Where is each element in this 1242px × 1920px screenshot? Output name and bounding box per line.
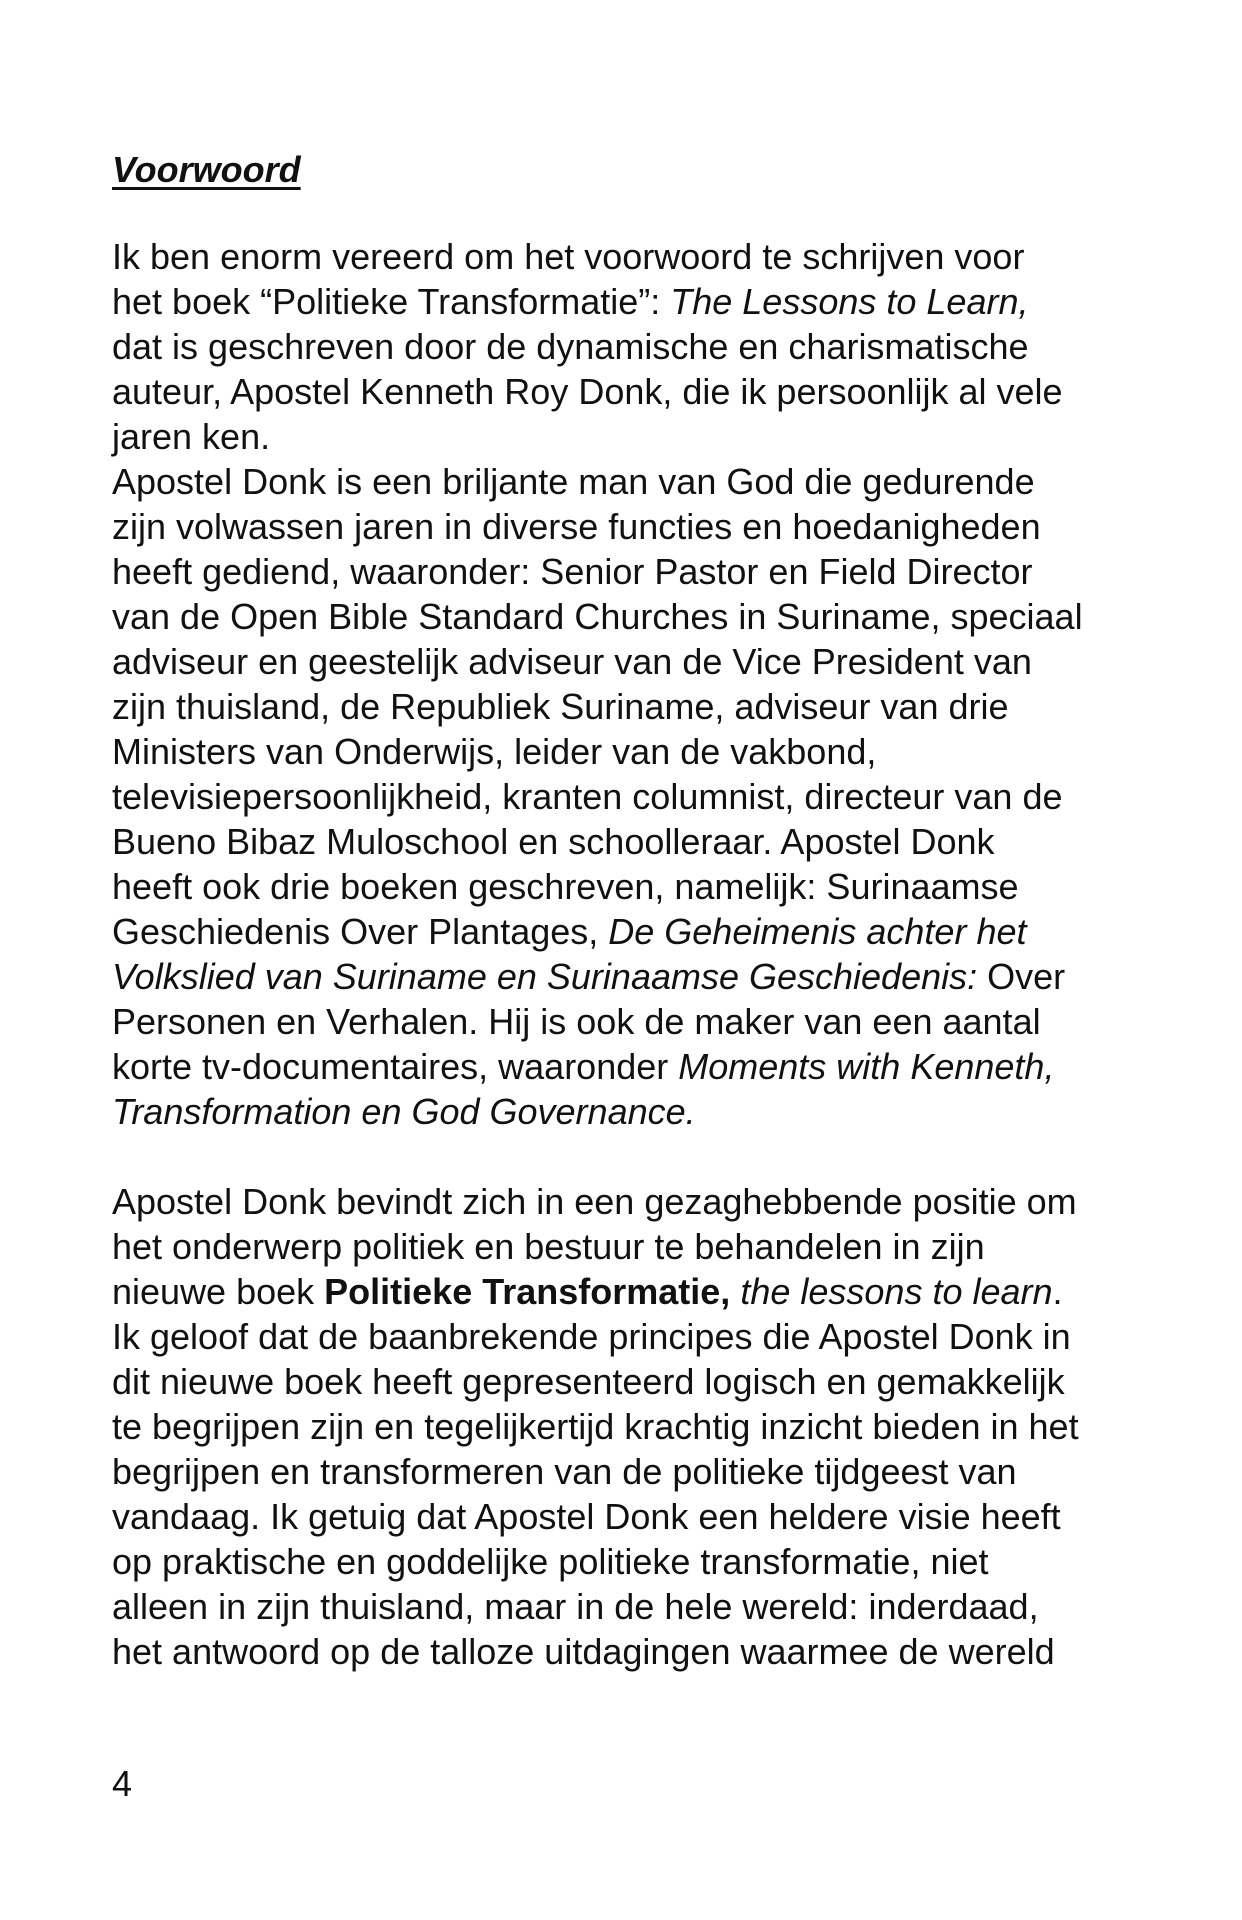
text-segment: nieuwe boek — [112, 1271, 325, 1312]
text-line — [112, 909, 1132, 954]
text-line — [112, 549, 1132, 594]
text-segment: Bueno Bibaz Muloschool en schoolleraar. Apostel Donk — [112, 821, 995, 862]
text-segment: jaren ken. — [112, 416, 271, 457]
text-segment: zijn volwassen jaren in diverse functies en hoedanigheden — [112, 506, 1041, 547]
bold-text: Politieke Transformatie, — [324, 1271, 731, 1312]
text-segment: het boek “Politieke Transformatie”: — [112, 281, 671, 322]
italic-text: The Lessons to Learn, — [670, 281, 1029, 322]
text-segment: te begrijpen zijn en tegelijkertijd krachtig inzicht bieden in het — [112, 1406, 1079, 1447]
text-segment: Ik geloof dat de baanbrekende principes die Apostel Donk in — [112, 1316, 1071, 1357]
text-segment: televisiepersoonlijkheid, kranten columnist, directeur van de — [112, 776, 1063, 817]
text-segment: Geschiedenis Over Plantages, — [112, 911, 609, 952]
text-line — [112, 954, 1132, 999]
text-line — [112, 1044, 1132, 1089]
text-line — [112, 729, 1132, 774]
text-line — [112, 459, 1132, 504]
paragraph-foreword-authority — [112, 1179, 1132, 1674]
text-line — [112, 504, 1132, 549]
text-segment: Ik ben enorm vereerd om het voorwoord te schrijven voor — [112, 236, 1025, 277]
text-segment: Ministers van Onderwijs, leider van de vakbond, — [112, 731, 877, 772]
paragraph-gap — [112, 1134, 1132, 1179]
text-line — [112, 1179, 1132, 1224]
text-line — [112, 1629, 1132, 1674]
text-line — [112, 1224, 1132, 1269]
text-line — [112, 819, 1132, 864]
italic-text: Moments with Kenneth, — [678, 1046, 1055, 1087]
text-line — [112, 234, 1132, 279]
text-line — [112, 639, 1132, 684]
text-line — [112, 1449, 1132, 1494]
text-segment: het antwoord op de talloze uitdagingen waarmee de wereld — [112, 1631, 1055, 1672]
text-segment: op praktische en goddelijke politieke transformatie, niet — [112, 1541, 989, 1582]
text-line — [112, 594, 1132, 639]
text-line — [112, 1584, 1132, 1629]
text-line — [112, 1359, 1132, 1404]
italic-text: De Geheimenis achter het — [608, 911, 1027, 952]
text-line — [112, 1314, 1132, 1359]
text-segment: adviseur en geestelijk adviseur van de Vice President van — [112, 641, 1032, 682]
text-segment: Over — [977, 956, 1066, 997]
italic-text: Transformation en God Governance. — [112, 1091, 696, 1132]
text-segment — [730, 1271, 740, 1312]
text-segment: vandaag. Ik getuig dat Apostel Donk een heldere visie heeft — [112, 1496, 1061, 1537]
text-segment: heeft gediend, waaronder: Senior Pastor en Field Director — [112, 551, 1033, 592]
text-segment: begrijpen en transformeren van de politieke tijdgeest van — [112, 1451, 1017, 1492]
text-segment: zijn thuisland, de Republiek Suriname, adviseur van drie — [112, 686, 1009, 727]
text-line — [112, 279, 1132, 324]
page-heading: Voorwoord — [112, 149, 301, 190]
text-line — [112, 864, 1132, 909]
text-segment: korte tv-documentaires, waaronder — [112, 1046, 679, 1087]
page-content — [112, 148, 1132, 1674]
text-line — [112, 999, 1132, 1044]
paragraph-foreword-intro — [112, 234, 1132, 1134]
text-segment: Apostel Donk bevindt zich in een gezaghebbende positie om — [112, 1181, 1077, 1222]
text-line — [112, 774, 1132, 819]
text-line — [112, 324, 1132, 369]
text-segment: alleen in zijn thuisland, maar in de hele wereld: inderdaad, — [112, 1586, 1039, 1627]
text-line — [112, 369, 1132, 414]
text-segment: Apostel Donk is een briljante man van God die gedurende — [112, 461, 1035, 502]
page-number: 4 — [112, 1763, 133, 1804]
text-line — [112, 1494, 1132, 1539]
text-line — [112, 1089, 1132, 1134]
text-segment: Personen en Verhalen. Hij is ook de maker van een aantal — [112, 1001, 1041, 1042]
text-segment: auteur, Apostel Kenneth Roy Donk, die ik persoonlijk al vele — [112, 371, 1063, 412]
text-segment: dat is geschreven door de dynamische en charismatische — [112, 326, 1029, 367]
text-line — [112, 1269, 1132, 1314]
text-segment: van de Open Bible Standard Churches in Suriname, speciaal — [112, 596, 1083, 637]
text-segment: het onderwerp politiek en bestuur te behandelen in zijn — [112, 1226, 985, 1267]
text-segment: dit nieuwe boek heeft gepresenteerd logisch en gemakkelijk — [112, 1361, 1065, 1402]
text-line — [112, 414, 1132, 459]
text-segment: heeft ook drie boeken geschreven, namelijk: Surinaamse — [112, 866, 1019, 907]
text-segment: . — [1052, 1271, 1063, 1312]
text-line — [112, 1404, 1132, 1449]
italic-text: Volkslied van Suriname en Surinaamse Geschiedenis: — [112, 956, 978, 997]
italic-text: the lessons to learn — [740, 1271, 1053, 1312]
text-line — [112, 1539, 1132, 1584]
text-line — [112, 684, 1132, 729]
